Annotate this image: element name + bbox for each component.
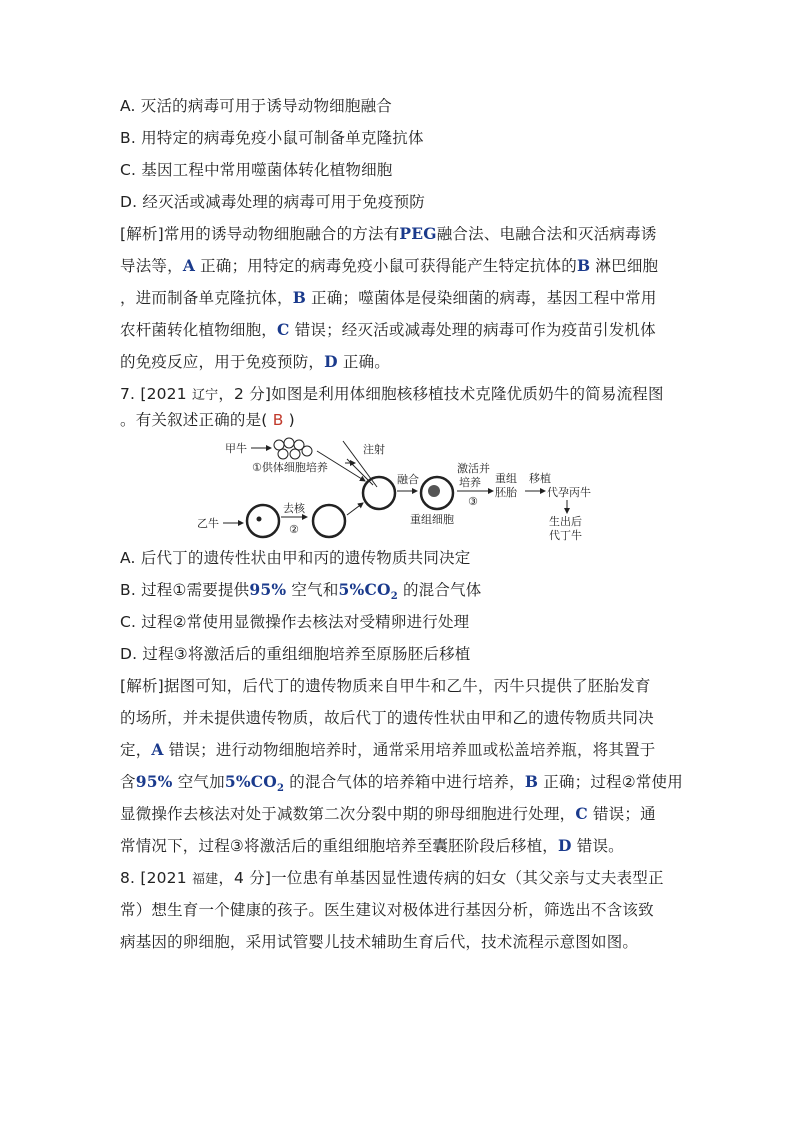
label-step1: ①供体细胞培养 xyxy=(252,461,328,474)
label-activate-2: 培养 xyxy=(459,476,481,489)
label-surrogate-bing: 代孕丙牛 xyxy=(547,486,591,499)
q7-option-c: C. 过程②常使用显微操作去核法对受精卵进行处理 xyxy=(120,613,470,631)
q7-option-d: D. 过程③将激活后的重组细胞培养至原肠胚后移植 xyxy=(120,645,471,663)
label-fusion: 融合 xyxy=(397,473,419,486)
q7-answer: B xyxy=(267,411,289,429)
q7-explanation-line-1: [解析]据图可知，后代丁的遗传物质来自甲牛和乙牛，丙牛只提供了胚胎发育 xyxy=(120,677,651,695)
donor-cells xyxy=(274,438,312,459)
label-activate-1: 激活并 xyxy=(457,462,490,475)
label-embryo-1: 重组 xyxy=(495,472,517,485)
q6-explanation-line-5: 的免疫反应，用于免疫预防，D 正确。 xyxy=(120,352,390,371)
q6-option-c: C. 基因工程中常用噬菌体转化植物细胞 xyxy=(120,161,393,179)
label-offspring-2: 代丁牛 xyxy=(549,529,582,542)
q8-stem-line-3: 病基因的卵细胞，采用试管婴儿技术辅助生育后代，技术流程示意图如图。 xyxy=(120,933,639,951)
oocyte-nucleus xyxy=(257,517,262,522)
arrow-to-fusion xyxy=(347,503,363,515)
label-step3: ③ xyxy=(468,495,478,508)
label-embryo-2: 胚胎 xyxy=(495,486,517,499)
q7-explanation-line-3: 定，A 错误；进行动物细胞培养时，通常采用培养皿或松盖培养瓶，将其置于 xyxy=(120,740,656,759)
q7-option-b: B. 过程①需要提供95% 空气和$5\%CO_2$ 的混合气体 xyxy=(120,580,482,603)
label-offspring-1: 生出后 xyxy=(549,515,582,528)
q7-explanation-line-5: 显微操作去核法对处于减数第二次分裂中期的卵母细胞进行处理，C 错误；通 xyxy=(120,804,656,823)
recombinant-nucleus xyxy=(428,485,440,497)
q6-explanation-line-1: [解析]常用的诱导动物细胞融合的方法有PEG融合法、电融合法和灭活病毒诱 xyxy=(120,224,657,243)
q8-stem-line-1: 8. [2021 福建，4 分]一位患有单基因显性遗传病的妇女（其父亲与丈夫表型正 xyxy=(120,869,664,887)
q7-option-a: A. 后代丁的遗传性状由甲和丙的遗传物质共同决定 xyxy=(120,549,471,567)
q7-explanation-line-6: 常情况下，过程③将激活后的重组细胞培养至囊胚阶段后移植，D 错误。 xyxy=(120,836,624,855)
q6-explanation-line-4: 农杆菌转化植物细胞，C 错误；经灭活或减毒处理的病毒可作为疫苗引发机体 xyxy=(120,320,656,339)
label-step2: ② xyxy=(289,523,299,536)
q7-stem-line-1: 7. [2021 辽宁，2 分]如图是利用体细胞核移植技术克隆优质奶牛的简易流程图 xyxy=(120,385,664,403)
label-inject: 注射 xyxy=(363,443,385,456)
q6-explanation-line-2: 导法等，A 正确；用特定的病毒免疫小鼠可获得能产生特定抗体的B 淋巴细胞 xyxy=(120,256,659,275)
q7-explanation-line-2: 的场所，并未提供遗传物质，故后代丁的遗传性状由甲和乙的遗传物质共同决 xyxy=(120,709,654,727)
fusion-cell xyxy=(363,477,395,509)
label-recombinant-cell: 重组细胞 xyxy=(410,513,454,526)
q6-explanation-line-3: ，进而制备单克隆抗体，B 正确；噬菌体是侵染细菌的病毒，基因工程中常用 xyxy=(120,288,657,307)
enucleated-oocyte xyxy=(313,505,345,537)
label-enucleate: 去核 xyxy=(283,502,305,515)
label-transplant: 移植 xyxy=(529,472,551,485)
oocyte-with-nucleus xyxy=(247,505,279,537)
q6-option-a: A. 灭活的病毒可用于诱导动物细胞融合 xyxy=(120,97,392,115)
q6-option-b: B. 用特定的病毒免疫小鼠可制备单克隆抗体 xyxy=(120,129,424,147)
cloning-flow-diagram xyxy=(195,437,615,547)
label-jia-cow: 甲牛 xyxy=(225,442,247,455)
q7-stem-line-2: 。有关叙述正确的是( B ) xyxy=(120,411,295,429)
q7-explanation-line-4: 含95% 空气加$5\%CO_2$ 的混合气体的培养箱中进行培养，B 正确；过程②常使用 xyxy=(120,772,683,795)
q8-stem-line-2: 常）想生育一个健康的孩子。医生建议对极体进行基因分析，筛选出不含该致 xyxy=(120,901,654,919)
q6-option-d: D. 经灭活或减毒处理的病毒可用于免疫预防 xyxy=(120,193,425,211)
label-yi-cow: 乙牛 xyxy=(197,517,219,530)
